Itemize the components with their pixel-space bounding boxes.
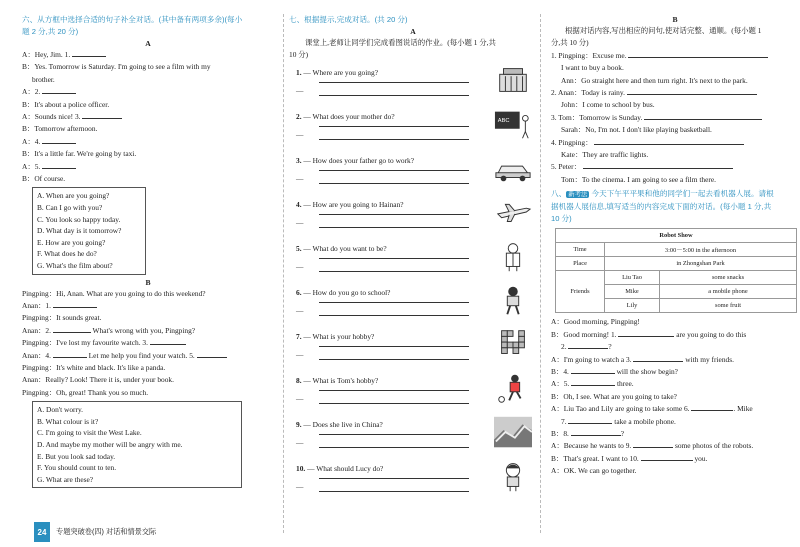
table-label: Place (556, 257, 605, 271)
answer-line[interactable] (319, 403, 469, 404)
dialogue-line: are you going to do this (676, 329, 747, 339)
answer-blank[interactable] (633, 355, 683, 362)
dialogue-line: A：5. (551, 379, 570, 389)
part-b-intro-cont: 分,共 10 分) (551, 38, 589, 48)
table-label: Friends (556, 271, 605, 313)
answer-line[interactable] (319, 346, 469, 347)
option-item: E. But you look sad today. (37, 451, 116, 461)
answer-dash: — (296, 85, 304, 95)
answer-blank[interactable] (618, 330, 674, 337)
dialogue-line: take a mobile phone. (614, 416, 676, 426)
dialogue-line: 3. Tom：Tomorrow is Sunday. (551, 112, 643, 122)
dialogue-line: Pingping：It's white and black. It's like a panda. (22, 363, 166, 373)
dialogue-line: A：Sounds nice! 3. (22, 112, 81, 122)
dialogue-line: Anan：2. (22, 325, 51, 335)
answer-blank[interactable] (53, 301, 97, 308)
page-footer (34, 522, 156, 542)
answer-blank[interactable] (628, 51, 768, 58)
answer-blank[interactable] (583, 162, 733, 169)
dialogue-line: What's wrong with you, Pingping? (92, 325, 196, 335)
option-item: E. How are you going? (37, 237, 106, 247)
answer-line[interactable] (319, 491, 469, 492)
dialogue-line: Pingping：Oh, great! Thank you so much. (22, 387, 149, 397)
dialogue-line: Tom：To the cinema. I am going to see a film there. (561, 174, 716, 184)
table-value: 3:00－5:00 in the afternoon (605, 243, 797, 257)
table-label: Time (556, 243, 605, 257)
section-7-intro-cont: 10 分) (289, 50, 309, 60)
answer-blank[interactable] (82, 112, 122, 119)
question-number: 7. (296, 331, 302, 341)
dialogue-line: Anan：4. (22, 350, 51, 360)
dialogue-line: Sarah：No, I'm not. I don't like playing basketball. (561, 125, 712, 135)
dialogue-line: Anan：1. (22, 301, 51, 311)
dialogue-line: 5. Peter： (551, 162, 581, 172)
question-text: — What do you want to be? (303, 243, 387, 253)
sad-girl-icon (494, 460, 532, 492)
section-6-title-cont: 题 2 分,共 20 分) (22, 27, 79, 36)
question-number: 9. (296, 419, 302, 429)
answer-dash: — (296, 217, 304, 227)
picture-question (289, 238, 537, 282)
friend-item: a mobile phone (660, 285, 797, 299)
friend-item: some fruit (660, 299, 797, 313)
option-item: G. What's the film about? (37, 261, 113, 271)
football-player-icon (494, 372, 532, 404)
answer-blank[interactable] (641, 454, 693, 461)
footer-title: 专题突破卷(四) 对话和情景交际 (56, 527, 157, 536)
dialogue-line: A：Liu Tao and Lily are going to take some 6. (551, 404, 690, 414)
answer-line[interactable] (319, 227, 469, 228)
question-number: 10. (296, 463, 306, 473)
doctor-icon (494, 240, 532, 272)
picture-question (289, 194, 537, 238)
section-7-title: 七、根据提示,完成对话。(共 20 分) (289, 15, 408, 24)
section-6-title: 六、从方框中选择合适的句子补全对话。(其中备有两项多余)(每小 (22, 15, 243, 24)
friend-name: Lily (605, 299, 660, 313)
friend-name: Liu Tao (605, 271, 660, 285)
options-box-b (32, 401, 242, 488)
answer-blank[interactable] (42, 162, 76, 169)
picture-question (289, 150, 537, 194)
picture-question (289, 106, 537, 150)
dialogue-line: with my friends. (685, 354, 734, 364)
great-wall-icon (494, 416, 532, 448)
dialogue-line: A：I'm going to watch a 3. (551, 354, 632, 364)
dialogue-line: B：Tomorrow afternoon. (22, 124, 98, 134)
question-number: 8. (296, 375, 302, 385)
question-text: — Where are you going? (303, 67, 378, 77)
library-building-icon (494, 64, 532, 96)
section-8-column: B 根据对话内容,写出相应的问句,使对话完整、通顺。(每小题 1 分,共 10 分) 1. Pingping：Excuse me. I want to buy a book. Ann：Go straight here and then turn right. It's next to the park. 2. Anan：Today is rainy. John：I come to school by bus. 3. Tom：Tomorrow is Sunday. Sarah：No, I'm not. I don't like playing basketball. 4. Pingping： Kate：They are traffic lights. 5. Peter： Tom：To the cinema. I am going to see a film there. 八、 新考法 今天下午平平果和他的同学们一起去看机器人展。请根 据机器人展信息,填写适当的内容完成下面的对话。(每小题 1 分,共 10 分) Robot Show Time 3:00－5:00 in the afternoon Place in Zhongshan Park Friends Liu Tao some snacks Mike a mobile phone Lily some fruit A：Good morning, Pingping! B：Good morning! 1. are you going to do this 2. ? A：I'm going to watch a 3. with my friends. B：4. will the show begin? A：5. three. B：Oh, I see. What are you going to take? A：Liu Tao and Lily are going to take some 6. . Mike 7. take a mobile phone. B：8. ? A：Because he wants to 9. some photos of the robots. B：That's great. I want to 10. you. A：OK. We can go together. (545, 0, 800, 547)
options-box-a (32, 187, 146, 274)
answer-blank[interactable] (197, 351, 227, 358)
option-item: C. You look so happy today. (37, 214, 121, 224)
question-number: 4. (296, 199, 302, 209)
dialogue-line: some photos of the robots. (674, 441, 754, 451)
question-text: — What does your mother do? (303, 111, 395, 121)
dialogue-line: B：That's great. I want to 10. (551, 453, 639, 463)
section-7-intro: 课堂上,老师让同学们完成看图说话的作业。(每小题 1 分,共 (305, 38, 496, 47)
answer-blank[interactable] (150, 338, 186, 345)
answer-line[interactable] (319, 139, 469, 140)
part-b-intro: 根据对话内容,写出相应的问句,使对话完整、通顺。(每小题 1 (565, 26, 762, 35)
picture-question (289, 62, 537, 106)
dialogue-line: 4. Pingping： (551, 137, 593, 147)
dialogue-line: A：OK. We can go together. (551, 466, 637, 476)
dialogue-line: John：I come to school by bus. (561, 100, 655, 110)
answer-blank[interactable] (53, 351, 87, 358)
answer-line[interactable] (319, 359, 469, 360)
section-8-title-cont: 据机器人展信息,填写适当的内容完成下面的对话。(每小题 1 分,共 (551, 202, 772, 212)
dialogue-line: Pingping：It sounds great. (22, 313, 102, 323)
option-item: A. Don't worry. (37, 405, 84, 415)
answer-dash: — (296, 129, 304, 139)
question-text: — How do you go to school? (303, 287, 391, 297)
dialogue-line: B：Of course. (22, 174, 66, 184)
dialogue-line: B：8. (551, 428, 569, 438)
answer-blank[interactable] (633, 441, 673, 448)
new-method-badge: 新考法 (568, 191, 588, 199)
answer-blank[interactable] (571, 367, 615, 374)
puzzle-grid-icon (494, 328, 532, 360)
question-number: 1. (296, 67, 302, 77)
question-text: — How are you going to Hainan? (303, 199, 404, 209)
dialogue-line: A：Good morning, Pingping! (551, 317, 640, 327)
answer-dash: — (296, 173, 304, 183)
answer-line[interactable] (319, 126, 469, 127)
section-8-title-cont2: 10 分) (551, 214, 572, 224)
dialogue-line: B：Good morning! 1. (551, 329, 617, 339)
teacher-blackboard-icon (494, 108, 532, 140)
answer-line[interactable] (319, 478, 469, 479)
dialogue-line: you. (694, 453, 708, 463)
picture-question (289, 370, 537, 414)
answer-line[interactable] (319, 95, 469, 96)
answer-line[interactable] (319, 447, 469, 448)
dialogue-line: Pingping：I've lost my favourite watch. 3. (22, 338, 148, 348)
section-8-title: 今天下午平平果和他的同学们一起去看机器人展。请根 (591, 189, 774, 199)
option-item: A. When are you going? (37, 191, 110, 201)
answer-blank[interactable] (594, 138, 744, 145)
table-value: in Zhongshan Park (605, 257, 797, 271)
option-item: G. What are these? (37, 474, 94, 484)
friend-name: Mike (605, 285, 660, 299)
option-item: F. What does he do? (37, 249, 97, 259)
section-7-column (283, 0, 538, 547)
part-b-heading: B (145, 277, 151, 287)
option-item: D. And maybe my mother will be angry with me. (37, 440, 183, 450)
dialogue-line: B：Oh, I see. What are you going to take? (551, 391, 677, 401)
car-icon (494, 152, 532, 184)
page-number: 24 (34, 522, 50, 542)
answer-blank[interactable] (42, 87, 76, 94)
question-text: — What is Tom's hobby? (303, 375, 379, 385)
question-text: — Does she live in China? (303, 419, 383, 429)
dialogue-line: Ann：Go straight here and then turn right. It's next to the park. (561, 75, 748, 85)
question-text: — What should Lucy do? (307, 463, 384, 473)
robot-show-table (555, 228, 797, 313)
column-divider (540, 14, 541, 533)
question-number: 3. (296, 155, 302, 165)
option-item: D. What day is it tomorrow? (37, 226, 122, 236)
dialogue-line: 1. Pingping：Excuse me. (551, 50, 627, 60)
answer-blank[interactable] (644, 113, 762, 120)
option-item: C. I'm going to visit the West Lake. (37, 428, 142, 438)
dialogue-line: B：Yes. Tomorrow is Saturday. I'm going to see a film with my (22, 62, 211, 72)
dialogue-line: B：It's about a police officer. (22, 99, 110, 109)
option-item: B. Can I go with you? (37, 203, 103, 213)
dialogue-line: Anan：Really? Look! There it is, under your book. (22, 375, 174, 385)
walking-boy-icon (494, 284, 532, 316)
answer-dash: — (296, 305, 304, 315)
answer-line[interactable] (319, 390, 469, 391)
answer-dash: — (296, 437, 304, 447)
dialogue-line: 2. Anan：Today is rainy. (551, 88, 625, 98)
picture-question (289, 458, 537, 502)
answer-line[interactable] (319, 82, 469, 83)
dialogue-line: A：5. (22, 161, 41, 171)
picture-question (289, 282, 537, 326)
dialogue-line: Pingping：Hi, Anan. What are you going to do this weekend? (22, 288, 206, 298)
answer-dash: — (296, 393, 304, 403)
answer-line[interactable] (319, 214, 469, 215)
dialogue-line: 7. (561, 416, 567, 426)
dialogue-line: 2. (561, 342, 567, 352)
part-b-heading: B (672, 15, 678, 24)
answer-line[interactable] (319, 258, 469, 259)
dialogue-line: B：4. (551, 366, 569, 376)
question-number: 5. (296, 243, 302, 253)
friend-item: some snacks (660, 271, 797, 285)
blackboard-text: ABC (497, 117, 510, 124)
answer-dash: — (296, 481, 304, 491)
part-a-heading: A (145, 39, 151, 48)
answer-blank[interactable] (571, 429, 621, 436)
answer-line[interactable] (319, 434, 469, 435)
question-number: 2. (296, 111, 302, 121)
answer-blank[interactable] (53, 326, 91, 333)
dialogue-line: A：2. (22, 87, 41, 97)
dialogue-line: brother. (32, 74, 55, 84)
dialogue-line: A：4. (22, 136, 41, 146)
table-header: Robot Show (556, 229, 797, 243)
answer-blank[interactable] (691, 404, 733, 411)
question-text: — How does your father go to work? (303, 155, 415, 165)
answer-line[interactable] (319, 315, 469, 316)
answer-line[interactable] (319, 271, 469, 272)
answer-blank[interactable] (72, 50, 106, 57)
dialogue-line: A：Hey, Jim. 1. (22, 50, 71, 59)
picture-question (289, 326, 537, 370)
dialogue-line: . Mike (733, 404, 753, 414)
question-text: — What is your hobby? (303, 331, 375, 341)
answer-blank[interactable] (571, 379, 615, 386)
plane-icon (494, 196, 532, 228)
option-item: B. What colour is it? (37, 416, 99, 426)
question-number: 6. (296, 287, 302, 297)
answer-blank[interactable] (568, 417, 612, 424)
picture-question (289, 414, 537, 458)
dialogue-line: Kate：They are traffic lights. (561, 150, 649, 160)
dialogue-line: B：It's a little far. We're going by taxi. (22, 149, 137, 159)
answer-blank[interactable] (42, 137, 76, 144)
dialogue-line: three. (617, 379, 634, 389)
answer-dash: — (296, 349, 304, 359)
dialogue-line: will the show begin? (616, 366, 678, 376)
answer-dash: — (296, 261, 304, 271)
dialogue-line: A：Because he wants to 9. (551, 441, 632, 451)
answer-line[interactable] (319, 170, 469, 171)
answer-blank[interactable] (568, 342, 608, 349)
dialogue-line: Let me help you find your watch. 5. (88, 350, 195, 360)
part-a-heading: A (410, 27, 416, 36)
section-6-column (0, 0, 280, 547)
option-item: F. You should count to ten. (37, 463, 117, 473)
answer-blank[interactable] (627, 88, 757, 95)
section-8-number: 八、 (551, 189, 567, 199)
answer-line[interactable] (319, 302, 469, 303)
answer-line[interactable] (319, 183, 469, 184)
dialogue-line: I want to buy a book. (561, 63, 624, 73)
